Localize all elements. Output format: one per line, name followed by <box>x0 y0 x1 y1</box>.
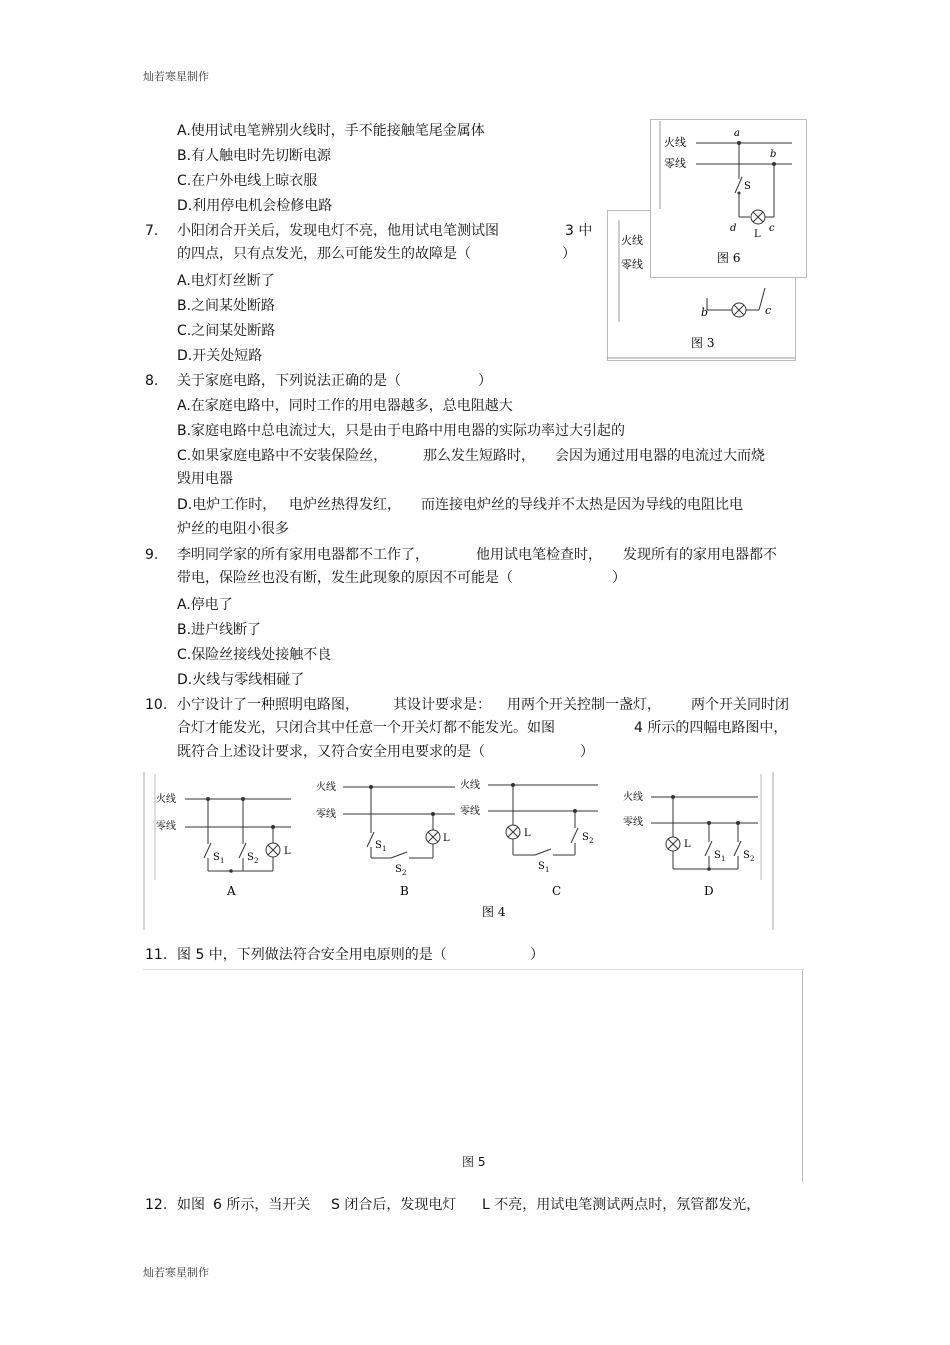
q9-option-c: C.保险丝接线处接触不良 <box>177 647 332 663</box>
circuit-b-live-label: 火线 <box>316 782 336 793</box>
circuit-d-s2: S <box>743 850 750 861</box>
page-footer: 灿若寒星制作 <box>143 1266 209 1279</box>
circuit-d <box>623 790 758 898</box>
q8-stem: 关于家庭电路，下列说法正确的是（ <box>177 373 401 389</box>
q7-stem-line2-end: ） <box>562 246 576 262</box>
circuit-d-s1: S <box>714 850 721 861</box>
q7-number: 7. <box>145 223 159 239</box>
circuit-c-live-label: 火线 <box>460 780 480 791</box>
q9-stem-part1: 李明同学家的所有家用电器都不工作了， <box>177 547 429 563</box>
circuit-c-l: L <box>524 828 531 839</box>
circuit-b-l: L <box>443 833 450 844</box>
circuit-d-neutral-label: 零线 <box>623 817 643 828</box>
q6-option-a: A.使用试电笔辨别火线时，手不能接触笔尾金属体 <box>177 123 485 139</box>
fig6-neutral-label: 零线 <box>664 157 686 170</box>
circuit-a-s2-sub: 2 <box>254 857 259 865</box>
fig3-point-b: b <box>701 306 709 319</box>
circuit-a-l: L <box>284 846 291 857</box>
circuit-c-neutral-label: 零线 <box>460 806 480 817</box>
q11-stem: 图 5 中，下列做法符合安全用电原则的是（ <box>177 947 447 963</box>
circuit-c-label: C <box>552 884 562 898</box>
fig6-point-b: b <box>770 149 777 160</box>
q8-option-c-part4: 毁用电器 <box>177 471 233 487</box>
figure-6 <box>650 119 808 279</box>
q10-stem-part1: 小宁设计了一种照明电路图， <box>177 697 359 713</box>
q9-option-b: B.进户线断了 <box>177 622 262 638</box>
fig6-live-label: 火线 <box>664 136 686 149</box>
circuit-c-s2: S <box>582 832 589 843</box>
q10-number: 10. <box>145 697 168 713</box>
q9-option-a: A.停电了 <box>177 597 233 613</box>
q12-stem-part4: L 不亮，用试电笔测试两点时，氖管都发光， <box>482 1197 761 1213</box>
circuit-d-s1-sub: 1 <box>721 855 726 863</box>
fig3-point-c: c <box>765 304 772 317</box>
q10-stem-line3: 既符合上述设计要求，又符合安全用电要求的是（ <box>177 744 485 760</box>
q8-option-c-part1: C.如果家庭电路中不安装保险丝， <box>177 448 388 464</box>
q9-stem-part2: 他用试电笔检查时， <box>476 547 602 563</box>
circuit-b-s2-sub: 2 <box>402 869 407 877</box>
circuit-a-s1-sub: 1 <box>220 857 225 865</box>
circuit-d-l: L <box>684 839 691 850</box>
circuit-c-s1: S <box>538 861 545 872</box>
q8-option-d-part2: 电炉丝热得发红， <box>289 497 401 513</box>
circuit-b <box>316 780 455 898</box>
circuit-d-s2-sub: 2 <box>750 855 755 863</box>
q8-option-a: A.在家庭电路中，同时工作的用电器越多，总电阻越大 <box>177 398 513 414</box>
q7-option-d: D.开关处短路 <box>177 348 263 364</box>
q10-stem-line2a: 合灯才能发光，只闭合其中任意一个开关灯都不能发光。如图 <box>177 720 555 736</box>
circuit-a-s2: S <box>247 852 254 863</box>
page-header: 灿若寒星制作 <box>143 70 209 83</box>
q8-option-d-part4: 炉丝的电阻小很多 <box>177 521 289 537</box>
q9-option-d: D.火线与零线相碰了 <box>177 672 305 688</box>
circuit-b-neutral-label: 零线 <box>316 809 336 820</box>
fig6-caption: 图 6 <box>717 251 741 265</box>
fig6-point-c: c <box>769 223 775 234</box>
q7-option-c: C.之间某处断路 <box>177 323 276 339</box>
q7-option-a: A.电灯灯丝断了 <box>177 273 275 289</box>
circuit-c-s1-sub: 1 <box>545 866 550 874</box>
circuit-a-label: A <box>227 884 236 898</box>
q9-stem-part3: 发现所有的家用电器都不 <box>623 547 777 563</box>
q7-option-b: B.之间某处断路 <box>177 298 276 314</box>
q8-option-d-part3: 而连接电炉丝的导线并不太热是因为导线的电阻比电 <box>421 497 743 513</box>
q8-option-c-part3: 会因为通过用电器的电流过大而烧 <box>555 448 765 464</box>
q8-option-b: B.家庭电路中总电流过大，只是由于电路中用电器的实际功率过大引起的 <box>177 423 626 439</box>
circuit-c <box>460 778 598 898</box>
q12-number: 12. <box>145 1197 168 1213</box>
circuit-b-s2: S <box>395 864 402 875</box>
circuit-a-live-label: 火线 <box>156 794 176 805</box>
q9-stem-line2-end: ） <box>612 570 626 586</box>
circuit-c-s2-sub: 2 <box>589 837 594 845</box>
q6-option-b: B.有人触电时先切断电源 <box>177 148 332 164</box>
circuit-b-s1-sub: 1 <box>382 845 387 853</box>
q12-stem-part1: 如图 <box>177 1197 205 1213</box>
q7-stem-line2: 的四点，只有点发光，那么可能发生的故障是（ <box>177 246 471 262</box>
circuit-d-label: D <box>704 884 714 898</box>
figure-5-caption: 图 5 <box>462 1155 486 1169</box>
q9-stem-line2: 带电，保险丝也没有断，发生此现象的原因不可能是（ <box>177 570 513 586</box>
q7-stem-line1: 小阳闭合开关后，发现电灯不亮，他用试电笔测试图 <box>177 223 499 239</box>
fig6-point-a: a <box>734 128 740 139</box>
circuit-a <box>156 792 291 898</box>
q10-stem-part2: 其设计要求是： <box>393 697 491 713</box>
q10-stem-part3: 用两个开关控制一盏灯， <box>507 697 661 713</box>
q10-stem-line3-end: ） <box>580 744 594 760</box>
q11-number: 11. <box>145 947 168 963</box>
q8-stem-end: ） <box>478 373 492 389</box>
fig3-live-label: 火线 <box>621 234 643 247</box>
fig6-switch-label: S <box>744 181 751 192</box>
circuit-b-s1: S <box>375 840 382 851</box>
q12-stem-part2: 6 所示，当开关 <box>213 1197 311 1213</box>
fig3-caption: 图 3 <box>691 336 715 350</box>
fig6-lamp-label: L <box>754 229 761 240</box>
q10-stem-part4: 两个开关同时闭 <box>691 697 789 713</box>
q12-stem-part3: S 闭合后，发现电灯 <box>331 1197 457 1213</box>
fig6-point-d: d <box>730 223 737 234</box>
circuit-d-live-label: 火线 <box>623 792 643 803</box>
q8-option-c-part2: 那么发生短路时， <box>423 448 535 464</box>
circuit-a-neutral-label: 零线 <box>156 821 176 832</box>
q7-stem-line1-end: 3 中 <box>565 223 593 239</box>
circuit-a-s1: S <box>213 852 220 863</box>
q9-number: 9. <box>145 547 159 563</box>
q10-stem-line2b: 4 所示的四幅电路图中， <box>634 720 788 736</box>
figure-4 <box>143 770 775 935</box>
circuit-b-label: B <box>400 884 409 898</box>
q8-number: 8. <box>145 373 159 389</box>
q11-stem-end: ） <box>530 947 544 963</box>
q6-option-d: D.利用停电机会检修电路 <box>177 198 333 214</box>
fig3-neutral-label: 零线 <box>621 258 643 271</box>
figure-4-caption: 图 4 <box>482 905 506 919</box>
figure-5 <box>143 969 803 1182</box>
q8-option-d-part1: D.电炉工作时， <box>177 497 277 513</box>
q6-option-c: C.在户外电线上晾衣服 <box>177 173 318 189</box>
